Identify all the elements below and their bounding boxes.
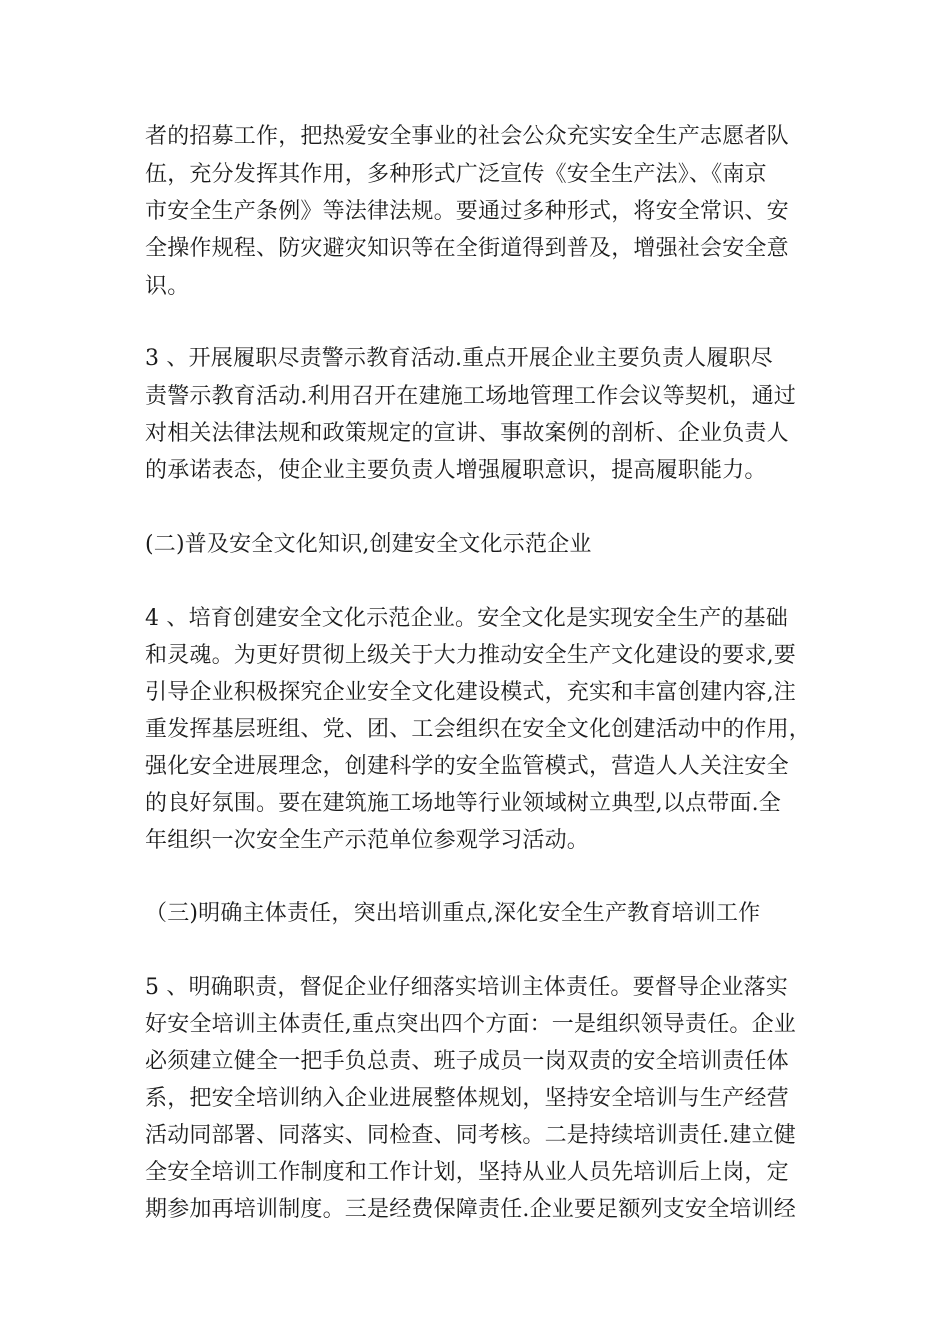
text-line: 引导企业积极探究企业安全文化建设模式，充实和丰富创建内容,注 [145,680,796,705]
text-line: 3 、开展履职尽责警示教育活动.重点开展企业主要负责人履职尽 [145,346,773,371]
text-line: 识。 [145,274,190,299]
section-heading: (二)普及安全文化知识,创建安全文化示范企业 [145,532,592,557]
text-line: 必须建立健全一把手负总责、班子成员一岗双责的安全培训责任体 [145,1049,789,1074]
text-line: 重发挥基层班组、党、团、工会组织在安全文化创建活动中的作用， [145,717,812,742]
text-line: 好安全培训主体责任,重点突出四个方面：一是组织领导责任。企业 [145,1012,796,1037]
text-line: 4 、培育创建安全文化示范企业。安全文化是实现安全生产的基础 [145,606,788,631]
text-line: 年组织一次安全生产示范单位参观学习活动。 [145,828,590,853]
text-line: 全安全培训工作制度和工作计划，坚持从业人员先培训后上岗，定 [145,1160,789,1185]
text-line: 伍，充分发挥其作用，多种形式广泛宣传《安全生产法》、《南京 [145,162,767,187]
text-line: 责警示教育活动.利用召开在建施工场地管理工作会议等契机，通过 [145,384,796,409]
text-line: 全操作规程、防灾避灾知识等在全街道得到普及，增强社会安全意 [145,236,789,261]
section-heading: （三)明确主体责任，突出培训重点,深化安全生产教育培训工作 [145,901,761,926]
text-line: 强化安全进展理念，创建科学的安全监管模式，营造人人关注安全 [145,754,789,779]
text-line: 和灵魂。为更好贯彻上级关于大力推动安全生产文化建设的要求,要 [145,643,796,668]
text-line: 者的招募工作，把热爱安全事业的社会公众充实安全生产志愿者队 [145,124,789,149]
text-line: 活动同部署、同落实、同检查、同考核。二是持续培训责任.建立健 [145,1123,796,1148]
text-line: 对相关法律法规和政策规定的宣讲、事故案例的剖析、企业负责人 [145,421,789,446]
text-line: 的良好氛围。要在建筑施工场地等行业领域树立典型,以点带面.全 [145,791,781,816]
text-line: 的承诺表态，使企业主要负责人增强履职意识，提高履职能力。 [145,458,767,483]
text-line: 系，把安全培训纳入企业进展整体规划，坚持安全培训与生产经营 [145,1086,789,1111]
text-line: 市安全生产条例》等法律法规。要通过多种形式，将安全常识、安 [145,199,789,224]
text-line: 5 、明确职责，督促企业仔细落实培训主体责任。要督导企业落实 [145,975,788,1000]
text-line: 期参加再培训制度。三是经费保障责任.企业要足额列支安全培训经 [145,1197,796,1222]
